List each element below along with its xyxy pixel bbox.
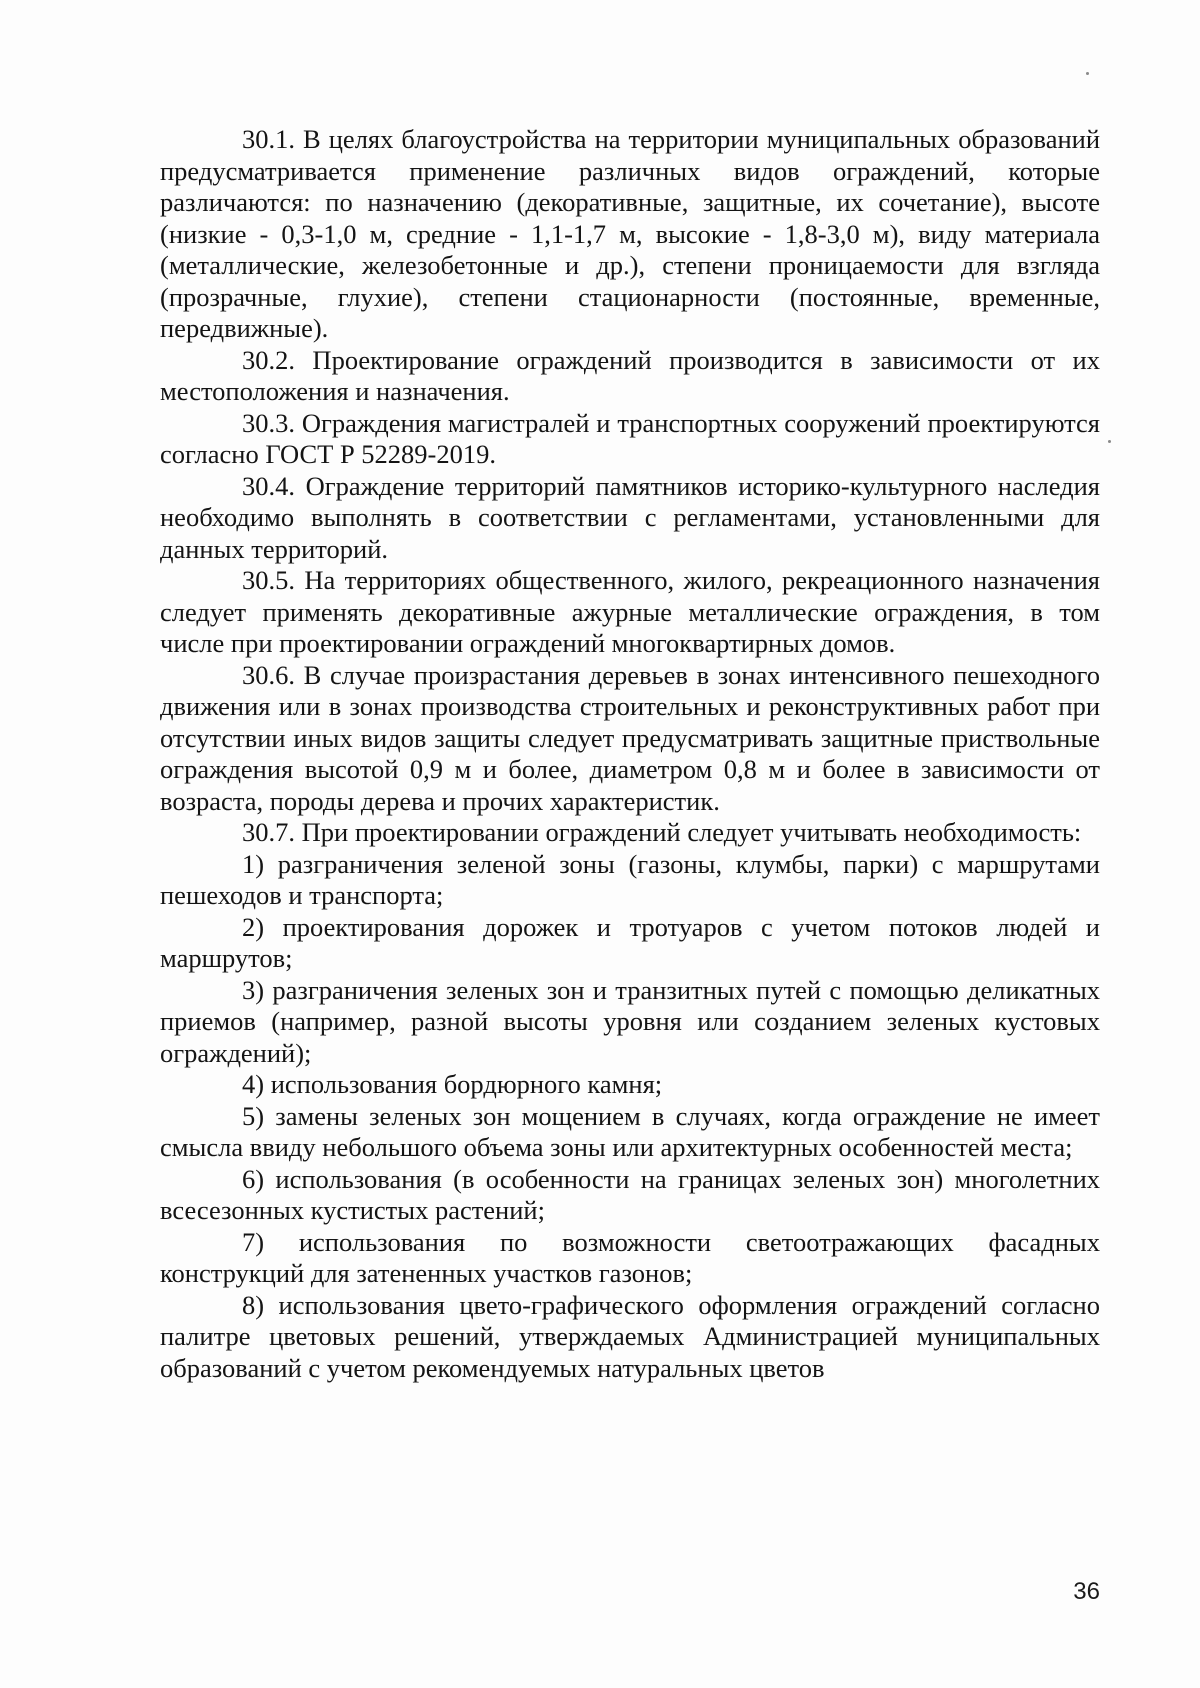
list-item-6: 6) использования (в особенности на границах зеленых зон) многолетних всесезонных кустистых растений; — [160, 1163, 1100, 1225]
list-item-3: 3) разграничения зеленых зон и транзитных путей с помощью деликатных приемов (например, разной высоты уровня или созданием зеленых кустовых ограждений); — [160, 974, 1100, 1068]
document-body — [160, 124, 1100, 1384]
list-item-5: 5) замены зеленых зон мощением в случаях, когда ограждение не имеет смысла ввиду небольшого объема зоны или архитектурных особенностей места; — [160, 1100, 1100, 1162]
paragraph-30-5: 30.5. На территориях общественного, жилого, рекреационного назначения следует применять декоративные ажурные металлические ограждения, в том числе при проектировании ограждений многоквартирных домов. — [160, 565, 1100, 658]
scan-speck — [1108, 440, 1111, 443]
list-item-1: 1) разграничения зеленой зоны (газоны, клумбы, парки) с маршрутами пешеходов и транспорта; — [160, 848, 1100, 910]
list-item-2: 2) проектирования дорожек и тротуаров с учетом потоков людей и маршрутов; — [160, 911, 1100, 973]
list-item-8: 8) использования цвето-графического оформления ограждений согласно палитре цветовых решений, утверждаемых Администрацией муниципальных образований с учетом рекомендуемых натуральных цветов — [160, 1289, 1100, 1383]
paragraph-30-3: 30.3. Ограждения магистралей и транспортных сооружений проектируются согласно ГОСТ Р 52289-2019. — [160, 407, 1100, 469]
list-item-4: 4) использования бордюрного камня; — [242, 1069, 663, 1099]
paragraph-30-2: 30.2. Проектирование ограждений производится в зависимости от их местоположения и назначения. — [160, 344, 1100, 406]
paragraph-30-7: 30.7. При проектировании ограждений следует учитывать необходимость: — [242, 817, 1082, 847]
page-number: 36 — [1073, 1578, 1100, 1605]
paragraph-30-1: 30.1. В целях благоустройства на территории муниципальных образований предусматривается применение различных видов ограждений, которые различаются: по назначению (декоративные, защитные, их сочетание), высоте (низкие - 0,3-1,0 м, средние - 1,1-1,7 м, высокие - 1,8-3,0 м), виду материала (металлические, железобетонные и др.), степени проницаемости для взгляда (прозрачные, глухие), степени стационарности (постоянные, временные, передвижные). — [160, 124, 1100, 343]
paragraph-30-6: 30.6. В случае произрастания деревьев в зонах интенсивного пешеходного движения или в зонах производства строительных и реконструктивных работ при отсутствии иных видов защиты следует предусматривать защитные приствольные ограждения высотой 0,9 м и более, диаметром 0,8 м и более в зависимости от возраста, породы дерева и прочих характеристик. — [160, 659, 1100, 816]
scan-speck — [1086, 72, 1089, 75]
list-item-7: 7) использования по возможности светоотражающих фасадных конструкций для затененных участков газонов; — [160, 1226, 1100, 1288]
paragraph-30-4: 30.4. Ограждение территорий памятников историко-культурного наследия необходимо выполнять в соответствии с регламентами, установленными для данных территорий. — [160, 470, 1100, 564]
